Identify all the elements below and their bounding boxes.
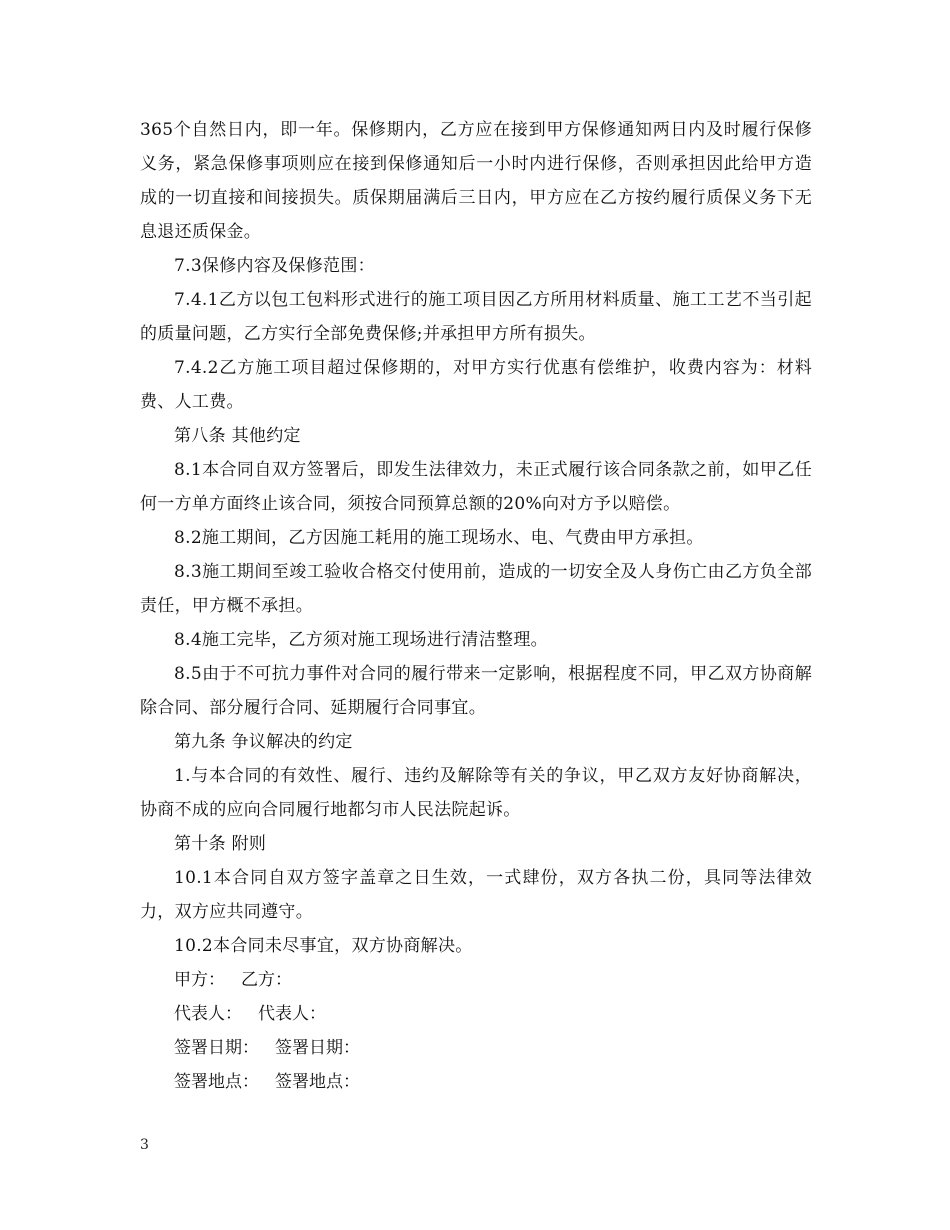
section-heading: 第九条 争议解决的约定	[174, 732, 353, 752]
signature-block	[140, 963, 812, 1099]
rep-a-label: 代表人：	[174, 1004, 242, 1024]
paragraph: 10.2本合同未尽事宜，双方协商解决。	[174, 936, 473, 956]
paragraph: 1.与本合同的有效性、履行、违约及解除等有关的争议，甲乙双方友好协商解决，协商不成的应向合同履行地都匀市人民法院起诉。	[140, 766, 812, 820]
paragraph: 8.1本合同自双方签署后，即发生法律效力，未正式履行该合同条款之前，如甲乙任何一方单方面终止该合同，须按合同预算总额的20%向对方予以赔偿。	[140, 460, 812, 514]
paragraph: 8.2施工期间，乙方因施工耗用的施工现场水、电、气费由甲方承担。	[174, 528, 704, 548]
signature-line-party	[140, 963, 812, 997]
paragraph: 7.3保修内容及保修范围：	[174, 256, 375, 276]
paragraph: 365个自然日内，即一年。保修期内，乙方应在接到甲方保修通知两日内及时履行保修义务，紧急保修事项则应在接到保修通知后一小时内进行保修，否则承担因此给甲方造成的一切直接和间接损失。质保期届满后三日内，甲方应在乙方按约履行质保义务下无息退还质保金。	[140, 120, 812, 242]
document-body	[140, 113, 812, 1099]
signature-line-place	[140, 1065, 812, 1099]
place-b-label: 签署地点：	[275, 1072, 360, 1092]
party-b-label: 乙方：	[241, 970, 292, 990]
date-a-label: 签署日期：	[174, 1038, 259, 1058]
paragraph: 8.3施工期间至竣工验收合格交付使用前，造成的一切安全及人身伤亡由乙方负全部责任，甲方概不承担。	[140, 562, 812, 616]
signature-line-date	[140, 1031, 812, 1065]
paragraph: 7.4.2乙方施工项目超过保修期的，对甲方实行优惠有偿维护，收费内容为：材料费、人工费。	[140, 358, 812, 412]
paragraph: 7.4.1乙方以包工包料形式进行的施工项目因乙方所用材料质量、施工工艺不当引起的质量问题，乙方实行全部免费保修;并承担甲方所有损失。	[140, 290, 812, 344]
rep-b-label: 代表人：	[258, 1004, 326, 1024]
paragraph: 8.4施工完毕，乙方须对施工现场进行清洁整理。	[174, 630, 548, 650]
paragraph: 8.5由于不可抗力事件对合同的履行带来一定影响，根据程度不同，甲乙双方协商解除合同、部分履行合同、延期履行合同事宜。	[140, 664, 812, 718]
section-heading: 第十条 附则	[174, 834, 267, 854]
paragraph: 10.1本合同自双方签字盖章之日生效，一式肆份，双方各执二份，具同等法律效力，双方应共同遵守。	[140, 868, 812, 922]
party-a-label: 甲方：	[174, 970, 225, 990]
page-number: 3	[140, 1137, 149, 1153]
place-a-label: 签署地点：	[174, 1072, 259, 1092]
signature-line-representative	[140, 997, 812, 1031]
date-b-label: 签署日期：	[275, 1038, 360, 1058]
section-heading: 第八条 其他约定	[174, 426, 301, 446]
